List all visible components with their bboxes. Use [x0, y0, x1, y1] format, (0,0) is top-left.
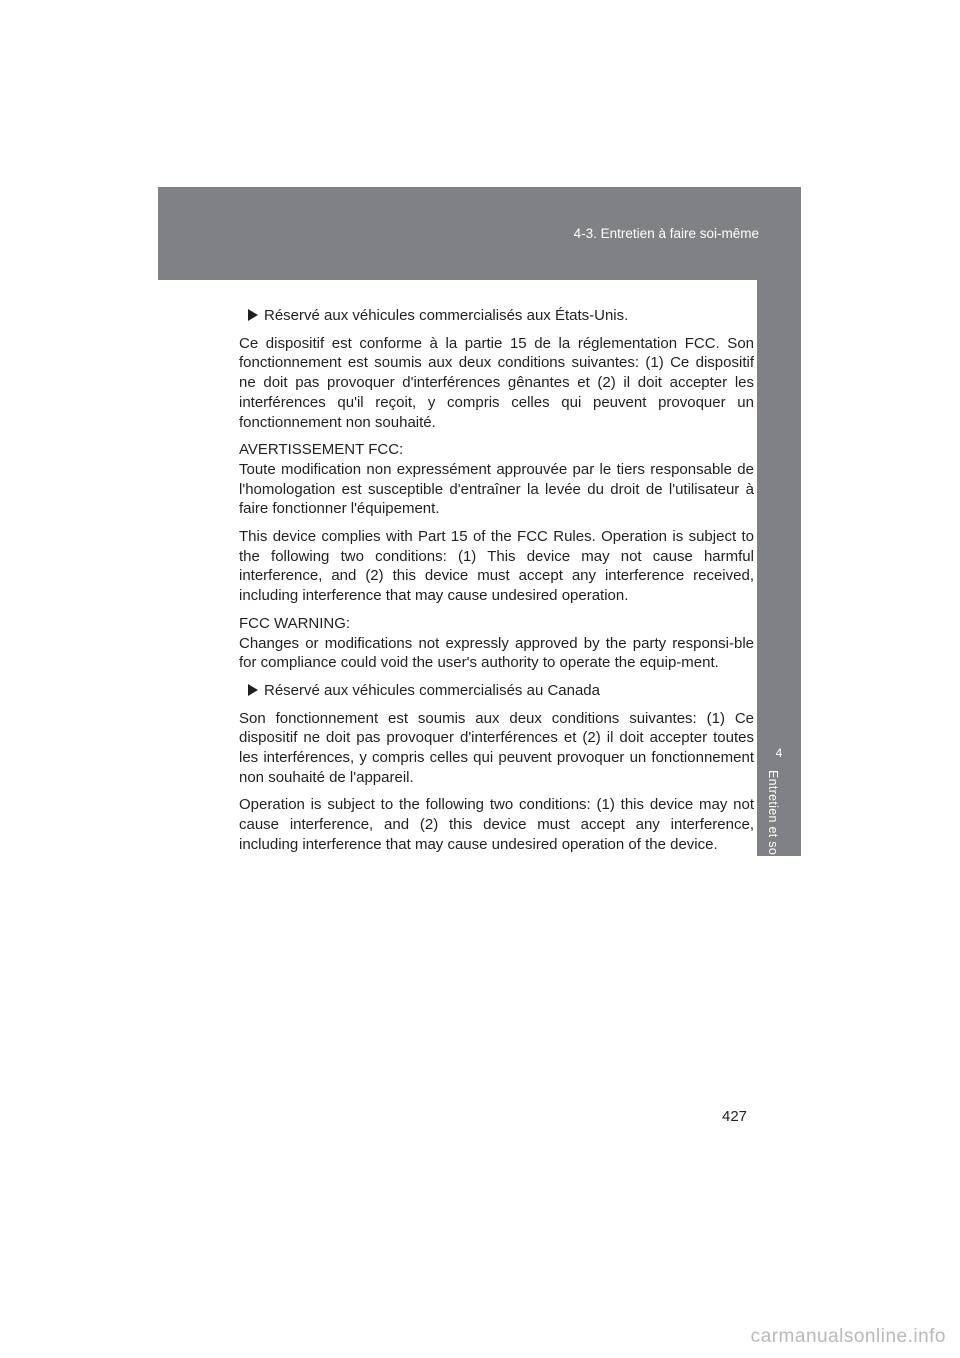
fcc-warning-fr-body: Toute modification non expressément approuvée par le tiers responsable de l'homologation est susceptible d'entraîner la levée du droit de l'utilisateur à faire fonctionner l'équipement. — [239, 460, 754, 518]
chapter-tab[interactable] — [757, 280, 801, 866]
page-number: 427 — [722, 1108, 748, 1125]
section-title: 4-3. Entretien à faire soi-même — [573, 226, 759, 241]
page-content — [239, 306, 754, 863]
fcc-statement-en: This device complies with Part 15 of the FCC Rules. Operation is subject to the following two conditions: (1) This device may not cause harmful interference, and (2) this device must accept any interference received, including interference that may cause undesired operation. — [239, 528, 754, 605]
header-band — [158, 187, 801, 280]
fcc-warning-en-body: Changes or modifications not expressly approved by the party responsi-ble for compliance could void the user's authority to operate the equip-ment. — [239, 634, 754, 672]
bullet-us — [248, 306, 754, 326]
chapter-label: Entretien et soin — [766, 770, 780, 866]
watermark: carmanualsonline.info — [750, 1326, 946, 1347]
triangle-right-icon — [248, 684, 258, 696]
fcc-warning-en — [239, 614, 754, 673]
bullet-canada — [248, 681, 754, 701]
fcc-warning-fr — [239, 440, 754, 519]
bullet-canada-text: Réservé aux véhicules commercialisés au Canada — [264, 681, 600, 699]
bullet-us-text: Réservé aux véhicules commercialisés aux États-Unis. — [264, 307, 629, 324]
triangle-right-icon — [248, 309, 258, 321]
chapter-number: 4 — [775, 746, 783, 760]
fcc-warning-fr-title: AVERTISSEMENT FCC: — [239, 441, 404, 459]
fcc-statement-fr: Ce dispositif est conforme à la partie 15 de la réglementation FCC. Son fonctionnement est soumis aux deux conditions suivantes: (1) Ce dispositif ne doit pas provoquer d'interférences gênantes et (2) il doit accepter les interférences qu'il reçoit, y compris celles qui peuvent provoquer un fonctionnement non souhaité. — [239, 334, 754, 431]
canada-statement-fr: Son fonctionnement est soumis aux deux conditions suivantes: (1) Ce dispositif ne doit pas provoquer d'interférences et (2) il doit accepter toutes les interférences, y compris celles qui peuvent provoquer un fonctionnement non souhaité de l'appareil. — [239, 709, 754, 786]
fcc-warning-en-title: FCC WARNING: — [239, 614, 351, 632]
canada-statement-en: Operation is subject to the following two conditions: (1) this device may not cause interference, and (2) this device must accept any interference, including interference that may cause undesired operation of the device. — [239, 796, 754, 853]
